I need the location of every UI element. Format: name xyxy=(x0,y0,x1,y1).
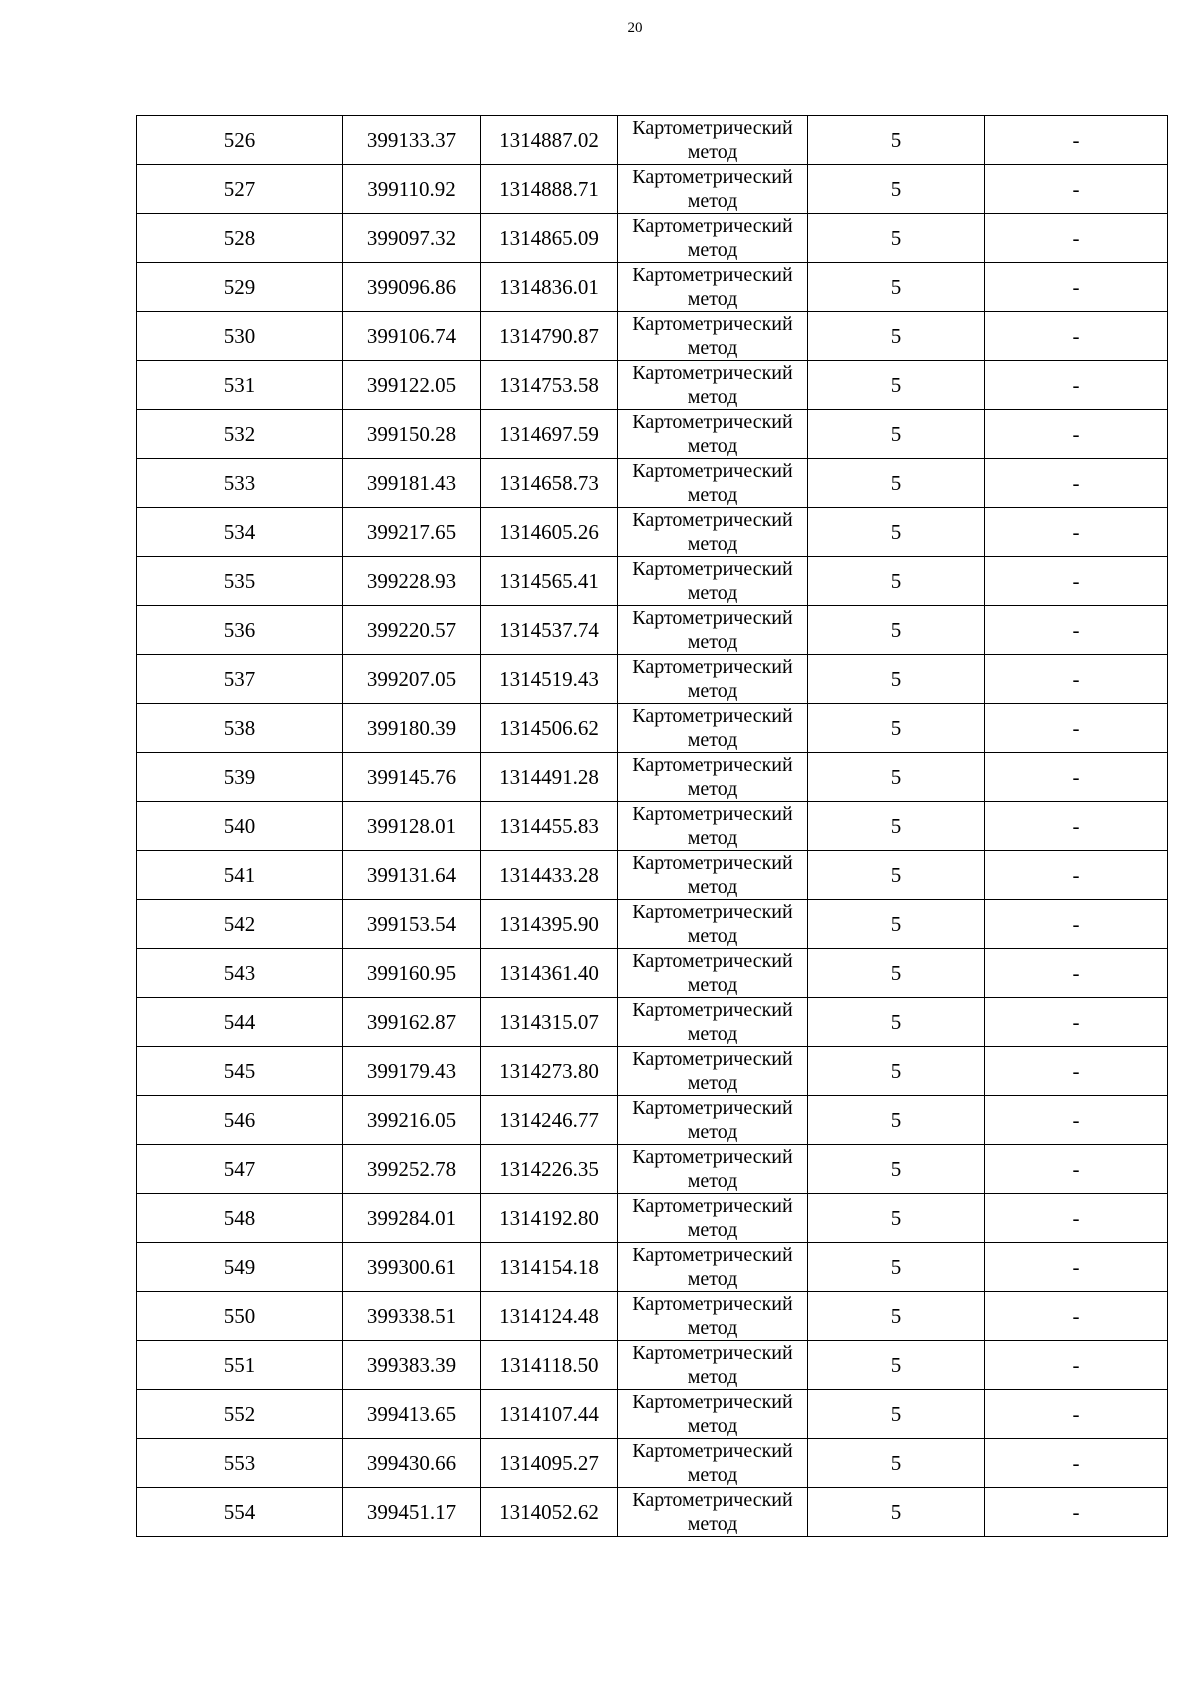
point-number-cell: 531 xyxy=(137,361,343,410)
table-row xyxy=(137,1243,1168,1292)
method-text-line: Картометрический xyxy=(632,705,793,727)
y-coordinate-cell: 1314887.02 xyxy=(481,116,618,165)
y-coordinate-cell: 1314118.50 xyxy=(481,1341,618,1390)
y-coordinate-cell: 1314658.73 xyxy=(481,459,618,508)
method-text-line: метод xyxy=(687,1023,738,1045)
x-coordinate-cell: 399451.17 xyxy=(343,1488,481,1537)
point-number-cell: 536 xyxy=(137,606,343,655)
method-text-line: Картометрический xyxy=(632,264,793,286)
table-row xyxy=(137,1145,1168,1194)
point-number-cell: 537 xyxy=(137,655,343,704)
y-coordinate-cell: 1314565.41 xyxy=(481,557,618,606)
x-coordinate-cell: 399207.05 xyxy=(343,655,481,704)
method-text-line: Картометрический xyxy=(632,1391,793,1413)
method-text-line: Картометрический xyxy=(632,607,793,629)
note-cell: - xyxy=(985,998,1168,1047)
point-number-cell: 540 xyxy=(137,802,343,851)
accuracy-cell: 5 xyxy=(808,1047,985,1096)
method-text-line: метод xyxy=(687,876,738,898)
point-number-cell: 551 xyxy=(137,1341,343,1390)
method-cell xyxy=(618,802,808,851)
note-cell: - xyxy=(985,459,1168,508)
method-cell xyxy=(618,1439,808,1488)
x-coordinate-cell: 399383.39 xyxy=(343,1341,481,1390)
table-row xyxy=(137,165,1168,214)
y-coordinate-cell: 1314836.01 xyxy=(481,263,618,312)
method-text-line: Картометрический xyxy=(632,1342,793,1364)
point-number-cell: 529 xyxy=(137,263,343,312)
method-text-line: метод xyxy=(687,1317,738,1339)
method-text-line: метод xyxy=(687,778,738,800)
x-coordinate-cell: 399145.76 xyxy=(343,753,481,802)
method-cell xyxy=(618,1096,808,1145)
table-row xyxy=(137,655,1168,704)
method-text-line: Картометрический xyxy=(632,558,793,580)
method-text-line: Картометрический xyxy=(632,166,793,188)
table-row xyxy=(137,704,1168,753)
point-number-cell: 535 xyxy=(137,557,343,606)
note-cell: - xyxy=(985,1292,1168,1341)
page-number: 20 xyxy=(627,20,643,36)
y-coordinate-cell: 1314095.27 xyxy=(481,1439,618,1488)
method-cell xyxy=(618,851,808,900)
method-text-line: метод xyxy=(687,1219,738,1241)
method-text-line: метод xyxy=(687,1170,738,1192)
note-cell: - xyxy=(985,165,1168,214)
x-coordinate-cell: 399097.32 xyxy=(343,214,481,263)
x-coordinate-cell: 399110.92 xyxy=(343,165,481,214)
method-text-line: метод xyxy=(687,1121,738,1143)
method-cell xyxy=(618,949,808,998)
point-number-cell: 543 xyxy=(137,949,343,998)
point-number-cell: 549 xyxy=(137,1243,343,1292)
x-coordinate-cell: 399128.01 xyxy=(343,802,481,851)
table-row xyxy=(137,606,1168,655)
note-cell: - xyxy=(985,1390,1168,1439)
table-row xyxy=(137,361,1168,410)
coordinates-table xyxy=(136,115,1168,1537)
method-cell xyxy=(618,263,808,312)
note-cell: - xyxy=(985,606,1168,655)
note-cell: - xyxy=(985,1047,1168,1096)
table-row xyxy=(137,1194,1168,1243)
method-text-line: Картометрический xyxy=(632,950,793,972)
accuracy-cell: 5 xyxy=(808,410,985,459)
table-row xyxy=(137,1096,1168,1145)
accuracy-cell: 5 xyxy=(808,508,985,557)
method-text-line: метод xyxy=(687,337,738,359)
method-text-line: метод xyxy=(687,484,738,506)
y-coordinate-cell: 1314888.71 xyxy=(481,165,618,214)
method-text-line: Картометрический xyxy=(632,999,793,1021)
point-number-cell: 539 xyxy=(137,753,343,802)
note-cell: - xyxy=(985,1439,1168,1488)
method-cell xyxy=(618,312,808,361)
note-cell: - xyxy=(985,1145,1168,1194)
accuracy-cell: 5 xyxy=(808,851,985,900)
y-coordinate-cell: 1314246.77 xyxy=(481,1096,618,1145)
note-cell: - xyxy=(985,508,1168,557)
table-row xyxy=(137,263,1168,312)
accuracy-cell: 5 xyxy=(808,557,985,606)
point-number-cell: 526 xyxy=(137,116,343,165)
method-text-line: метод xyxy=(687,974,738,996)
method-cell xyxy=(618,606,808,655)
method-text-line: Картометрический xyxy=(632,313,793,335)
method-text-line: Картометрический xyxy=(632,1293,793,1315)
y-coordinate-cell: 1314491.28 xyxy=(481,753,618,802)
table-row xyxy=(137,508,1168,557)
x-coordinate-cell: 399220.57 xyxy=(343,606,481,655)
method-text-line: метод xyxy=(687,680,738,702)
y-coordinate-cell: 1314519.43 xyxy=(481,655,618,704)
table-row xyxy=(137,998,1168,1047)
x-coordinate-cell: 399217.65 xyxy=(343,508,481,557)
y-coordinate-cell: 1314433.28 xyxy=(481,851,618,900)
note-cell: - xyxy=(985,312,1168,361)
y-coordinate-cell: 1314697.59 xyxy=(481,410,618,459)
method-text-line: метод xyxy=(687,925,738,947)
method-cell xyxy=(618,1047,808,1096)
method-cell xyxy=(618,508,808,557)
method-text-line: метод xyxy=(687,288,738,310)
method-cell xyxy=(618,459,808,508)
method-cell xyxy=(618,116,808,165)
method-text-line: метод xyxy=(687,533,738,555)
point-number-cell: 530 xyxy=(137,312,343,361)
x-coordinate-cell: 399252.78 xyxy=(343,1145,481,1194)
method-text-line: Картометрический xyxy=(632,117,793,139)
x-coordinate-cell: 399162.87 xyxy=(343,998,481,1047)
table-row xyxy=(137,753,1168,802)
note-cell: - xyxy=(985,361,1168,410)
table-row xyxy=(137,900,1168,949)
y-coordinate-cell: 1314865.09 xyxy=(481,214,618,263)
method-text-line: Картометрический xyxy=(632,1489,793,1511)
method-text-line: метод xyxy=(687,1464,738,1486)
table-row xyxy=(137,1488,1168,1537)
note-cell: - xyxy=(985,1243,1168,1292)
y-coordinate-cell: 1314605.26 xyxy=(481,508,618,557)
table-row xyxy=(137,1292,1168,1341)
method-text-line: метод xyxy=(687,1268,738,1290)
method-cell xyxy=(618,900,808,949)
method-cell xyxy=(618,165,808,214)
y-coordinate-cell: 1314506.62 xyxy=(481,704,618,753)
note-cell: - xyxy=(985,1096,1168,1145)
x-coordinate-cell: 399106.74 xyxy=(343,312,481,361)
note-cell: - xyxy=(985,949,1168,998)
y-coordinate-cell: 1314154.18 xyxy=(481,1243,618,1292)
point-number-cell: 538 xyxy=(137,704,343,753)
note-cell: - xyxy=(985,1341,1168,1390)
note-cell: - xyxy=(985,410,1168,459)
point-number-cell: 544 xyxy=(137,998,343,1047)
point-number-cell: 548 xyxy=(137,1194,343,1243)
point-number-cell: 532 xyxy=(137,410,343,459)
accuracy-cell: 5 xyxy=(808,802,985,851)
method-text-line: метод xyxy=(687,1072,738,1094)
y-coordinate-cell: 1314192.80 xyxy=(481,1194,618,1243)
method-cell xyxy=(618,1390,808,1439)
accuracy-cell: 5 xyxy=(808,998,985,1047)
method-cell xyxy=(618,1243,808,1292)
method-text-line: Картометрический xyxy=(632,1440,793,1462)
method-text-line: Картометрический xyxy=(632,754,793,776)
point-number-cell: 534 xyxy=(137,508,343,557)
table-row xyxy=(137,1047,1168,1096)
method-cell xyxy=(618,410,808,459)
y-coordinate-cell: 1314361.40 xyxy=(481,949,618,998)
method-text-line: Картометрический xyxy=(632,411,793,433)
point-number-cell: 546 xyxy=(137,1096,343,1145)
note-cell: - xyxy=(985,704,1168,753)
table-row xyxy=(137,851,1168,900)
table-row xyxy=(137,557,1168,606)
accuracy-cell: 5 xyxy=(808,949,985,998)
table-row xyxy=(137,1341,1168,1390)
x-coordinate-cell: 399338.51 xyxy=(343,1292,481,1341)
y-coordinate-cell: 1314226.35 xyxy=(481,1145,618,1194)
point-number-cell: 541 xyxy=(137,851,343,900)
x-coordinate-cell: 399180.39 xyxy=(343,704,481,753)
note-cell: - xyxy=(985,655,1168,704)
method-cell xyxy=(618,557,808,606)
point-number-cell: 550 xyxy=(137,1292,343,1341)
table-row xyxy=(137,802,1168,851)
x-coordinate-cell: 399150.28 xyxy=(343,410,481,459)
method-text-line: Картометрический xyxy=(632,1048,793,1070)
method-text-line: Картометрический xyxy=(632,215,793,237)
note-cell: - xyxy=(985,263,1168,312)
method-cell xyxy=(618,998,808,1047)
point-number-cell: 542 xyxy=(137,900,343,949)
method-text-line: Картометрический xyxy=(632,1244,793,1266)
accuracy-cell: 5 xyxy=(808,900,985,949)
x-coordinate-cell: 399181.43 xyxy=(343,459,481,508)
method-text-line: метод xyxy=(687,435,738,457)
accuracy-cell: 5 xyxy=(808,1390,985,1439)
method-cell xyxy=(618,361,808,410)
accuracy-cell: 5 xyxy=(808,704,985,753)
accuracy-cell: 5 xyxy=(808,1341,985,1390)
accuracy-cell: 5 xyxy=(808,1243,985,1292)
x-coordinate-cell: 399413.65 xyxy=(343,1390,481,1439)
accuracy-cell: 5 xyxy=(808,753,985,802)
method-text-line: метод xyxy=(687,386,738,408)
x-coordinate-cell: 399122.05 xyxy=(343,361,481,410)
x-coordinate-cell: 399131.64 xyxy=(343,851,481,900)
point-number-cell: 527 xyxy=(137,165,343,214)
x-coordinate-cell: 399216.05 xyxy=(343,1096,481,1145)
method-text-line: метод xyxy=(687,631,738,653)
accuracy-cell: 5 xyxy=(808,1292,985,1341)
method-text-line: метод xyxy=(687,582,738,604)
accuracy-cell: 5 xyxy=(808,606,985,655)
accuracy-cell: 5 xyxy=(808,312,985,361)
y-coordinate-cell: 1314537.74 xyxy=(481,606,618,655)
method-text-line: метод xyxy=(687,827,738,849)
point-number-cell: 533 xyxy=(137,459,343,508)
note-cell: - xyxy=(985,214,1168,263)
x-coordinate-cell: 399430.66 xyxy=(343,1439,481,1488)
table-body xyxy=(137,116,1168,1537)
accuracy-cell: 5 xyxy=(808,1194,985,1243)
y-coordinate-cell: 1314273.80 xyxy=(481,1047,618,1096)
table-row xyxy=(137,214,1168,263)
accuracy-cell: 5 xyxy=(808,1096,985,1145)
point-number-cell: 553 xyxy=(137,1439,343,1488)
method-text-line: Картометрический xyxy=(632,1097,793,1119)
table-row xyxy=(137,1390,1168,1439)
note-cell: - xyxy=(985,851,1168,900)
y-coordinate-cell: 1314052.62 xyxy=(481,1488,618,1537)
table-row xyxy=(137,410,1168,459)
method-cell xyxy=(618,1145,808,1194)
y-coordinate-cell: 1314753.58 xyxy=(481,361,618,410)
method-cell xyxy=(618,1194,808,1243)
method-text-line: Картометрический xyxy=(632,901,793,923)
y-coordinate-cell: 1314395.90 xyxy=(481,900,618,949)
note-cell: - xyxy=(985,900,1168,949)
y-coordinate-cell: 1314790.87 xyxy=(481,312,618,361)
method-text-line: метод xyxy=(687,141,738,163)
x-coordinate-cell: 399133.37 xyxy=(343,116,481,165)
point-number-cell: 545 xyxy=(137,1047,343,1096)
y-coordinate-cell: 1314107.44 xyxy=(481,1390,618,1439)
point-number-cell: 547 xyxy=(137,1145,343,1194)
x-coordinate-cell: 399228.93 xyxy=(343,557,481,606)
note-cell: - xyxy=(985,116,1168,165)
note-cell: - xyxy=(985,802,1168,851)
note-cell: - xyxy=(985,1194,1168,1243)
x-coordinate-cell: 399300.61 xyxy=(343,1243,481,1292)
table-row xyxy=(137,116,1168,165)
y-coordinate-cell: 1314315.07 xyxy=(481,998,618,1047)
accuracy-cell: 5 xyxy=(808,1145,985,1194)
method-text-line: метод xyxy=(687,1415,738,1437)
accuracy-cell: 5 xyxy=(808,361,985,410)
note-cell: - xyxy=(985,753,1168,802)
method-cell xyxy=(618,704,808,753)
y-coordinate-cell: 1314124.48 xyxy=(481,1292,618,1341)
table-row xyxy=(137,949,1168,998)
accuracy-cell: 5 xyxy=(808,655,985,704)
x-coordinate-cell: 399160.95 xyxy=(343,949,481,998)
accuracy-cell: 5 xyxy=(808,165,985,214)
x-coordinate-cell: 399096.86 xyxy=(343,263,481,312)
method-text-line: метод xyxy=(687,729,738,751)
method-cell xyxy=(618,753,808,802)
note-cell: - xyxy=(985,557,1168,606)
method-cell xyxy=(618,655,808,704)
method-text-line: Картометрический xyxy=(632,509,793,531)
method-text-line: Картометрический xyxy=(632,362,793,384)
table-row xyxy=(137,459,1168,508)
method-text-line: метод xyxy=(687,1513,738,1535)
method-text-line: Картометрический xyxy=(632,852,793,874)
method-text-line: метод xyxy=(687,1366,738,1388)
method-cell xyxy=(618,214,808,263)
method-text-line: Картометрический xyxy=(632,803,793,825)
x-coordinate-cell: 399153.54 xyxy=(343,900,481,949)
x-coordinate-cell: 399179.43 xyxy=(343,1047,481,1096)
method-text-line: метод xyxy=(687,239,738,261)
point-number-cell: 528 xyxy=(137,214,343,263)
method-text-line: Картометрический xyxy=(632,1146,793,1168)
x-coordinate-cell: 399284.01 xyxy=(343,1194,481,1243)
point-number-cell: 552 xyxy=(137,1390,343,1439)
accuracy-cell: 5 xyxy=(808,1488,985,1537)
method-text-line: Картометрический xyxy=(632,460,793,482)
accuracy-cell: 5 xyxy=(808,1439,985,1488)
method-cell xyxy=(618,1341,808,1390)
y-coordinate-cell: 1314455.83 xyxy=(481,802,618,851)
accuracy-cell: 5 xyxy=(808,214,985,263)
accuracy-cell: 5 xyxy=(808,116,985,165)
method-text-line: Картометрический xyxy=(632,1195,793,1217)
point-number-cell: 554 xyxy=(137,1488,343,1537)
accuracy-cell: 5 xyxy=(808,263,985,312)
table-row xyxy=(137,1439,1168,1488)
method-cell xyxy=(618,1488,808,1537)
method-text-line: Картометрический xyxy=(632,656,793,678)
table-row xyxy=(137,312,1168,361)
note-cell: - xyxy=(985,1488,1168,1537)
method-cell xyxy=(618,1292,808,1341)
accuracy-cell: 5 xyxy=(808,459,985,508)
method-text-line: метод xyxy=(687,190,738,212)
